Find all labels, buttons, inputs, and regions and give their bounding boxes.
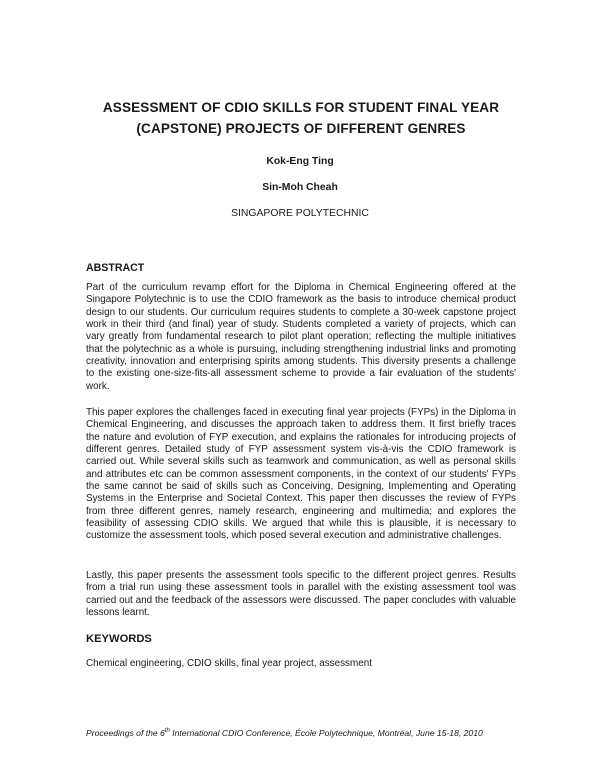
author-2: Sin-Moh Cheah <box>262 182 338 193</box>
author-1: Kok-Eng Ting <box>266 156 334 167</box>
footer-superscript: th <box>164 728 170 735</box>
abstract-paragraph-2: This paper explores the challenges faced in executing final year projects (FYPs) in the Diploma in Chemical Engineering, and discusses the approach taken to address them. It first briefly traces the nature and evolution of FYP execution, and explains the rationales for introducing projects of different genres. Detailed study of FYP assessment system vis-à-vis the CDIO framework is carried out. While several skills such as teamwork and communication, as well as personal skills and attributes etc can be common assessment components, in the context of our students' FYPs the same cannot be said of skills such as Conceiving, Designing, Implementing and Operating Systems in the Enterprise and Societal Context. This paper then discusses the review of FYPs from three different genres, namely research, engineering and multimedia; and explores the feasibility of assessing CDIO skills. We argued that while this is plausible, it is necessary to customize the assessment tools, which posed several execution and administrative challenges. <box>86 407 516 542</box>
keywords-text: Chemical engineering, CDIO skills, final year project, assessment <box>86 658 372 669</box>
affiliation: SINGAPORE POLYTECHNIC <box>231 208 369 219</box>
abstract-heading: ABSTRACT <box>86 262 145 274</box>
paper-title: ASSESSMENT OF CDIO SKILLS FOR STUDENT FINAL YEAR (CAPSTONE) PROJECTS OF DIFFERENT GENRES <box>102 100 500 136</box>
footer-text-end: International CDIO Conference, École Polytechnique, Montréal, June 15-18, 2010 <box>169 728 483 738</box>
page-footer <box>86 728 483 738</box>
keywords-heading: KEYWORDS <box>86 633 152 645</box>
abstract-paragraph-3: Lastly, this paper presents the assessment tools specific to the different project genres. Results from a trial run using these assessment tools in parallel with the existing assessment tool was carried out and the feedback of the assessors were discussed. The paper concludes with valuable lessons learnt. <box>86 570 516 619</box>
footer-text-start: Proceedings of the 6 <box>86 728 165 738</box>
abstract-paragraph-1: Part of the curriculum revamp effort for the Diploma in Chemical Engineering offered at the Singapore Polytechnic is to use the CDIO framework as the basis to introduce chemical product design to our students. Our curriculum requires students to complete a 30-week capstone project work in their third (and final) year of study. Students completed a variety of projects, which can vary greatly from fundamental research to pilot plant operation; reflecting the multiple initiatives that the polytechnic as a whole is pursuing, including strengthening industrial links and promoting creativity, innovation and enterprising spirits among students. This diversity presents a challenge to the existing one-size-fits-all assessment scheme to provide a fair evaluation of the students' work. <box>86 282 516 392</box>
